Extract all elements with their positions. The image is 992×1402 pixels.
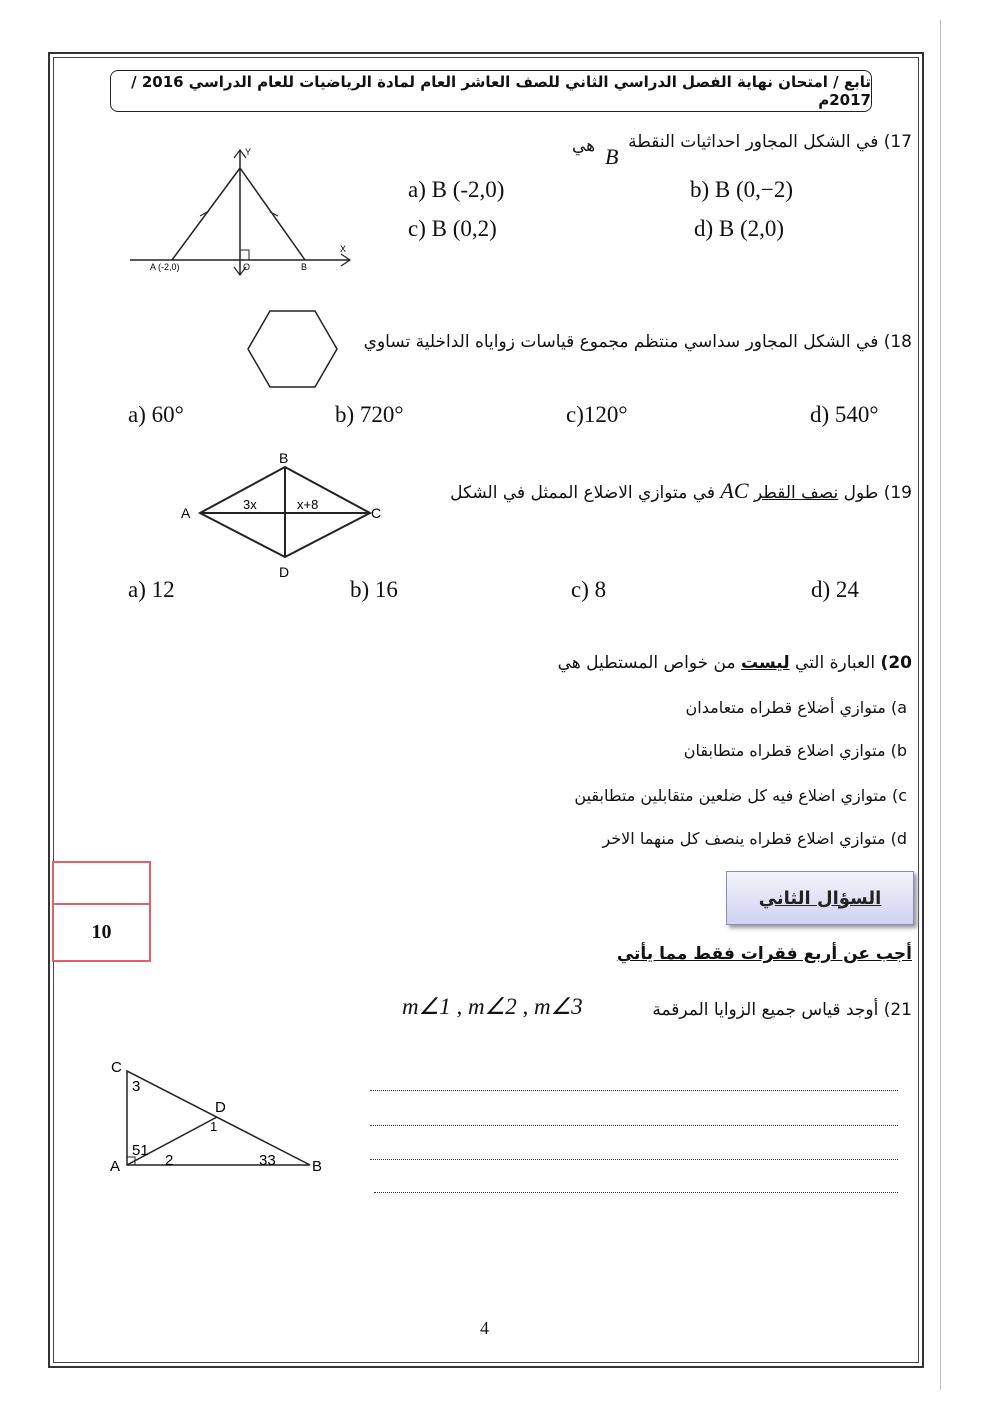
answer-line-4[interactable] (374, 1192, 898, 1193)
q20-option-a: a) متوازي أضلاع قطراه متعامدان (685, 698, 907, 717)
q19-option-d: d) 24 (811, 577, 859, 602)
label-b: B (312, 1158, 323, 1175)
label-b: B (301, 262, 308, 272)
label-b: B (279, 450, 289, 466)
answer-line-1[interactable] (370, 1090, 898, 1091)
label-c: C (371, 505, 382, 521)
rhombus-figure (175, 445, 390, 585)
triangle-right-side (240, 168, 305, 260)
q18-option-d: d) 540° (810, 402, 879, 427)
q20-option-d: d) متوازي اضلاع قطراه ينصف كل منهما الاخر (602, 829, 907, 848)
q21-text: 21) أوجد قياس جميع الزوايا المرقمة (652, 1000, 912, 1020)
q20-text: 20) العبارة التي ليست من خواص المستطيل هي (557, 653, 912, 673)
q18-option-b: b) 720° (335, 402, 404, 427)
q19-option-c: c) 8 (571, 577, 607, 602)
scan-edge-line (940, 20, 941, 1390)
label-d: D (215, 1099, 226, 1116)
section-two-instruction: أجب عن أربع فقرات فقط مما يأتي (616, 944, 912, 964)
triangle-left-side (172, 168, 240, 260)
label-x-plus-8: x+8 (297, 497, 319, 512)
angle-51: 51 (132, 1142, 149, 1159)
answer-line-2[interactable] (370, 1125, 898, 1126)
q17-option-c: c) B (0,2) (408, 216, 497, 241)
label-c: C (111, 1059, 122, 1076)
hexagon (248, 311, 337, 387)
angle-3: 3 (132, 1078, 141, 1095)
q20-option-b: b) متوازي اضلاع قطراه متطابقان (683, 741, 907, 760)
answer-line-3[interactable] (370, 1159, 898, 1160)
q21-angles: m∠1 , m∠2 , m∠3 (402, 994, 583, 1019)
q18-option-c: c)120° (566, 402, 628, 427)
q17-text: 17) في الشكل المجاور احداثيات النقطة (628, 132, 912, 152)
score-box-total: 10 (52, 903, 151, 962)
q21-triangle-figure (105, 1055, 335, 1180)
label-y: Y (245, 147, 252, 157)
q20-option-c: c) متوازي اضلاع فيه كل ضلعين متقابلين متطابقين (574, 786, 907, 805)
q17-triangle-figure (125, 140, 360, 280)
label-x: X (340, 244, 347, 254)
label-a: A (-2,0) (150, 262, 180, 272)
page-number: 4 (480, 1318, 489, 1338)
label-a: A (110, 1158, 121, 1175)
q19-option-b: b) 16 (350, 577, 398, 602)
angle-33: 33 (259, 1152, 276, 1169)
q17-option-a: a) B (-2,0) (408, 177, 505, 202)
score-box-top (52, 861, 151, 905)
q19-option-a: a) 12 (128, 577, 175, 602)
q17-suffix: هي (572, 136, 596, 156)
label-a: A (181, 505, 191, 521)
q17-point: B (605, 144, 619, 169)
angle-2: 2 (165, 1152, 174, 1169)
q19-text: 19) طول نصف القطر AC في متوازي الاضلاع الممثل في الشكل (450, 478, 912, 503)
section-two-title: السؤال الثاني (726, 871, 914, 925)
right-angle-mark (240, 250, 249, 260)
q17-option-b: b) B (0,−2) (690, 177, 794, 202)
q18-text: 18) في الشكل المجاور سداسي منتظم مجموع قياسات زواياه الداخلية تساوي (363, 332, 912, 352)
angle-1: 1 (210, 1119, 218, 1134)
label-d: D (279, 564, 290, 580)
hexagon-figure (245, 308, 340, 390)
label-origin: O (243, 262, 251, 272)
q18-option-a: a) 60° (128, 402, 184, 427)
label-3x: 3x (243, 497, 257, 512)
q17-option-d: d) B (2,0) (694, 216, 785, 241)
exam-header: تابع / امتحان نهاية الفصل الدراسي الثاني للصف العاشر العام لمادة الرياضيات للعام الدراسي 2016 / 2017م (110, 70, 872, 112)
